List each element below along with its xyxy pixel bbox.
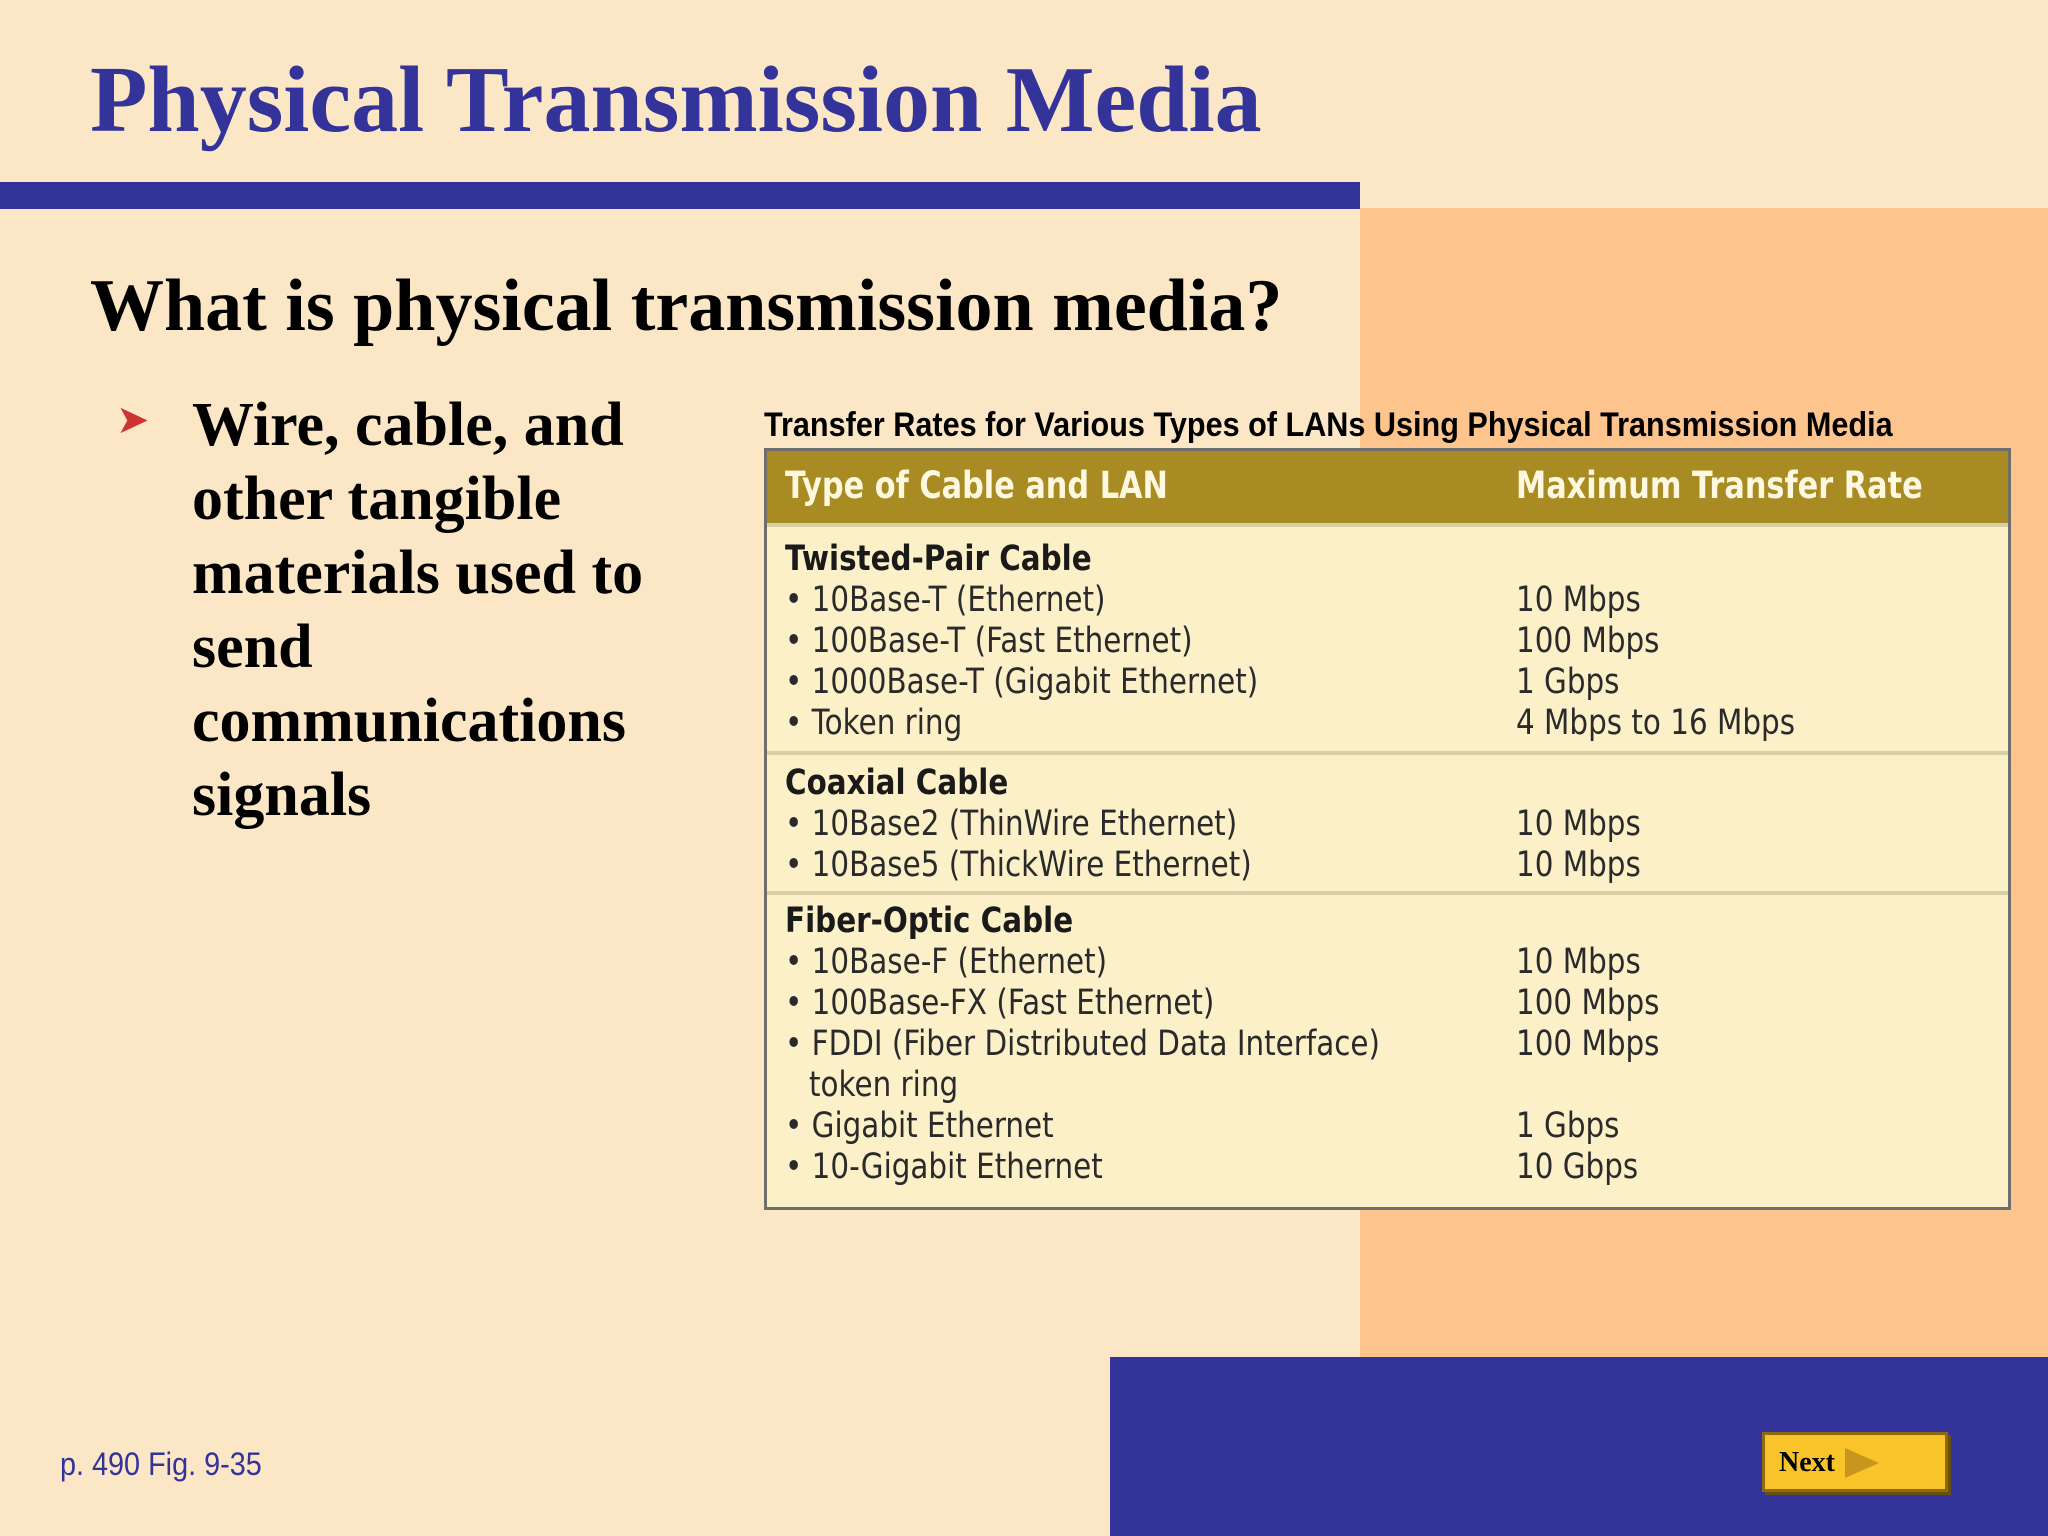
row-type: • 10Base-F (Ethernet)	[785, 942, 1108, 982]
next-button[interactable]	[1762, 1432, 1948, 1492]
group-fiber-optic	[767, 891, 2008, 1207]
row-rate: 10 Mbps	[1516, 942, 1641, 982]
group-twisted-pair	[767, 527, 2008, 751]
table-header	[767, 451, 2008, 527]
play-arrow-icon	[1845, 1448, 1879, 1478]
group-title: Twisted-Pair Cable	[785, 539, 1092, 579]
row-rate: 10 Mbps	[1516, 845, 1641, 885]
group-title: Coaxial Cable	[785, 763, 1009, 803]
bullet-text: Wire, cable, and other tangible materials used to send communications signals	[192, 391, 644, 829]
slide-title: Physical Transmission Media	[90, 48, 1262, 152]
arrow-bullet-icon: ➤	[116, 397, 150, 442]
transfer-rate-table	[764, 448, 2011, 1210]
row-type-continued: token ring	[809, 1065, 959, 1105]
row-rate: 100 Mbps	[1516, 983, 1660, 1023]
row-rate: 10 Mbps	[1516, 804, 1641, 844]
row-rate: 10 Mbps	[1516, 580, 1641, 620]
title-rule	[0, 182, 1360, 209]
row-type: • 100Base-T (Fast Ethernet)	[785, 621, 1193, 661]
row-rate: 10 Gbps	[1516, 1147, 1639, 1187]
row-rate: 100 Mbps	[1516, 1024, 1660, 1064]
page-reference: p. 490 Fig. 9-35	[60, 1446, 262, 1482]
row-type: • 10Base5 (ThickWire Ethernet)	[785, 845, 1252, 885]
slide-subtitle: What is physical transmission media?	[90, 265, 1283, 347]
header-cable-type: Type of Cable and LAN	[785, 464, 1168, 507]
row-type: • FDDI (Fiber Distributed Data Interface)	[785, 1024, 1380, 1064]
header-transfer-rate: Maximum Transfer Rate	[1516, 464, 1923, 507]
row-type: • 1000Base-T (Gigabit Ethernet)	[785, 662, 1259, 702]
group-title: Fiber-Optic Cable	[785, 901, 1074, 941]
group-coaxial	[767, 751, 2008, 891]
next-button-label: Next	[1779, 1447, 1835, 1478]
table-caption: Transfer Rates for Various Types of LANs Using Physical Transmission Media	[764, 406, 1893, 444]
row-rate: 1 Gbps	[1516, 662, 1620, 702]
row-rate: 1 Gbps	[1516, 1106, 1620, 1146]
row-type: • 10-Gigabit Ethernet	[785, 1147, 1103, 1187]
row-type: • 100Base-FX (Fast Ethernet)	[785, 983, 1215, 1023]
row-type: • Token ring	[785, 703, 963, 743]
row-rate: 100 Mbps	[1516, 621, 1660, 661]
row-type: • 10Base2 (ThinWire Ethernet)	[785, 804, 1238, 844]
row-type: • 10Base-T (Ethernet)	[785, 580, 1106, 620]
row-rate: 4 Mbps to 16 Mbps	[1516, 703, 1796, 743]
row-type: • Gigabit Ethernet	[785, 1106, 1054, 1146]
